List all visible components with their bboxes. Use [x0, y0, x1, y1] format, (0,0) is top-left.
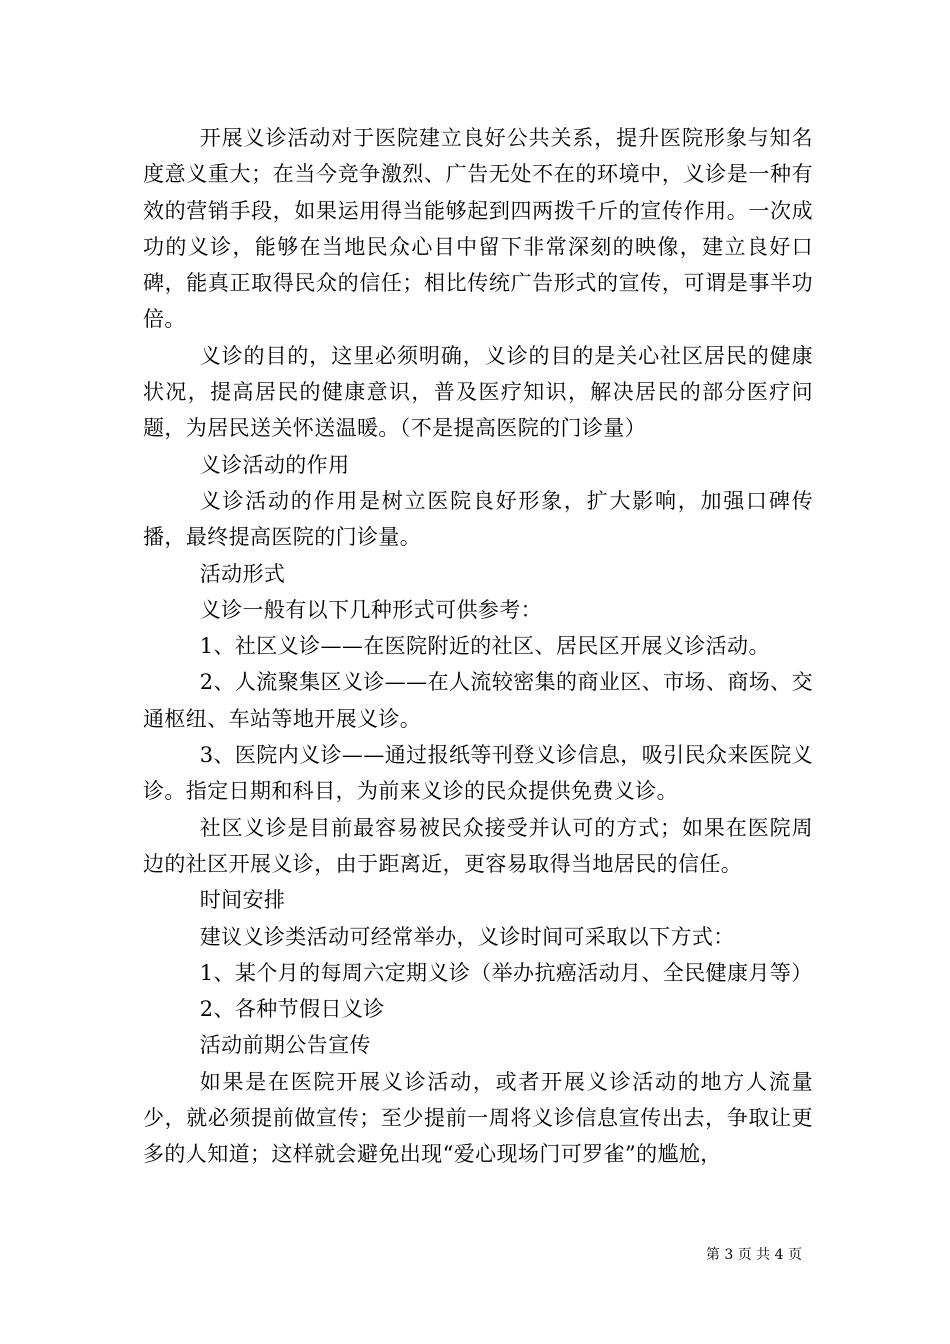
heading-publicity: 活动前期公告宣传	[199, 1033, 371, 1058]
list-item-saturday: 1、某个月的每周六定期义诊（举办抗癌活动月、全民健康月等）	[199, 960, 813, 985]
heading-forms: 活动形式	[199, 561, 286, 586]
list-item-community: 1、社区义诊——在医院附近的社区、居民区开展义诊活动。	[199, 634, 770, 659]
list-item-holiday: 2、各种节假日义诊	[199, 997, 385, 1022]
list-item-crowd-area: 2、人流聚集区义诊——在人流较密集的商业区、市场、商场、交通枢纽、车站等地开展义诊。	[143, 670, 813, 731]
page-number-footer: 第 3 页 共 4 页	[705, 1247, 802, 1263]
paragraph-purpose: 义诊的目的，这里必须明确，义诊的目的是关心社区居民的健康状况，提高居民的健康意识，普及医疗知识，解决居民的部分医疗问题，为居民送关怀送温暖。（不是提高医院的门诊量）	[143, 343, 813, 441]
paragraph-role: 义诊活动的作用是树立医院良好形象，扩大影响，加强口碑传播，最终提高医院的门诊量。	[143, 488, 813, 550]
paragraph-intro: 开展义诊活动对于医院建立良好公共关系，提升医院形象与知名度意义重大；在当今竞争激烈、广告无处不在的环境中，义诊是一种有效的营销手段，如果运用得当能够起到四两拨千斤的宣传作用。一次成功的义诊，能够在当地民众心目中留下非常深刻的映像，建立良好口碑，能真正取得民众的信任；相比传统广告形式的宣传，可谓是事半功倍。	[143, 126, 813, 332]
heading-schedule: 时间安排	[199, 888, 286, 913]
heading-role: 义诊活动的作用	[199, 452, 350, 477]
paragraph-schedule-intro: 建议义诊类活动可经常举办，义诊时间可采取以下方式：	[199, 924, 735, 949]
list-item-in-hospital: 3、医院内义诊——通过报纸等刊登义诊信息，吸引民众来医院义诊。指定日期和科目，为前来义诊的民众提供免费义诊。	[143, 743, 813, 804]
document-body	[143, 120, 813, 1173]
paragraph-publicity: 如果是在医院开展义诊活动，或者开展义诊活动的地方人流量少，就必须提前做宣传；至少提前一周将义诊信息宣传出去，争取让更多的人知道；这样就会避免出现“爱心现场门可罗雀”的尴尬，	[143, 1069, 813, 1167]
paragraph-forms-intro: 义诊一般有以下几种形式可供参考：	[199, 597, 543, 622]
paragraph-community-note: 社区义诊是目前最容易被民众接受并认可的方式；如果在医院周边的社区开展义诊，由于距离近，更容易取得当地居民的信任。	[143, 815, 813, 876]
